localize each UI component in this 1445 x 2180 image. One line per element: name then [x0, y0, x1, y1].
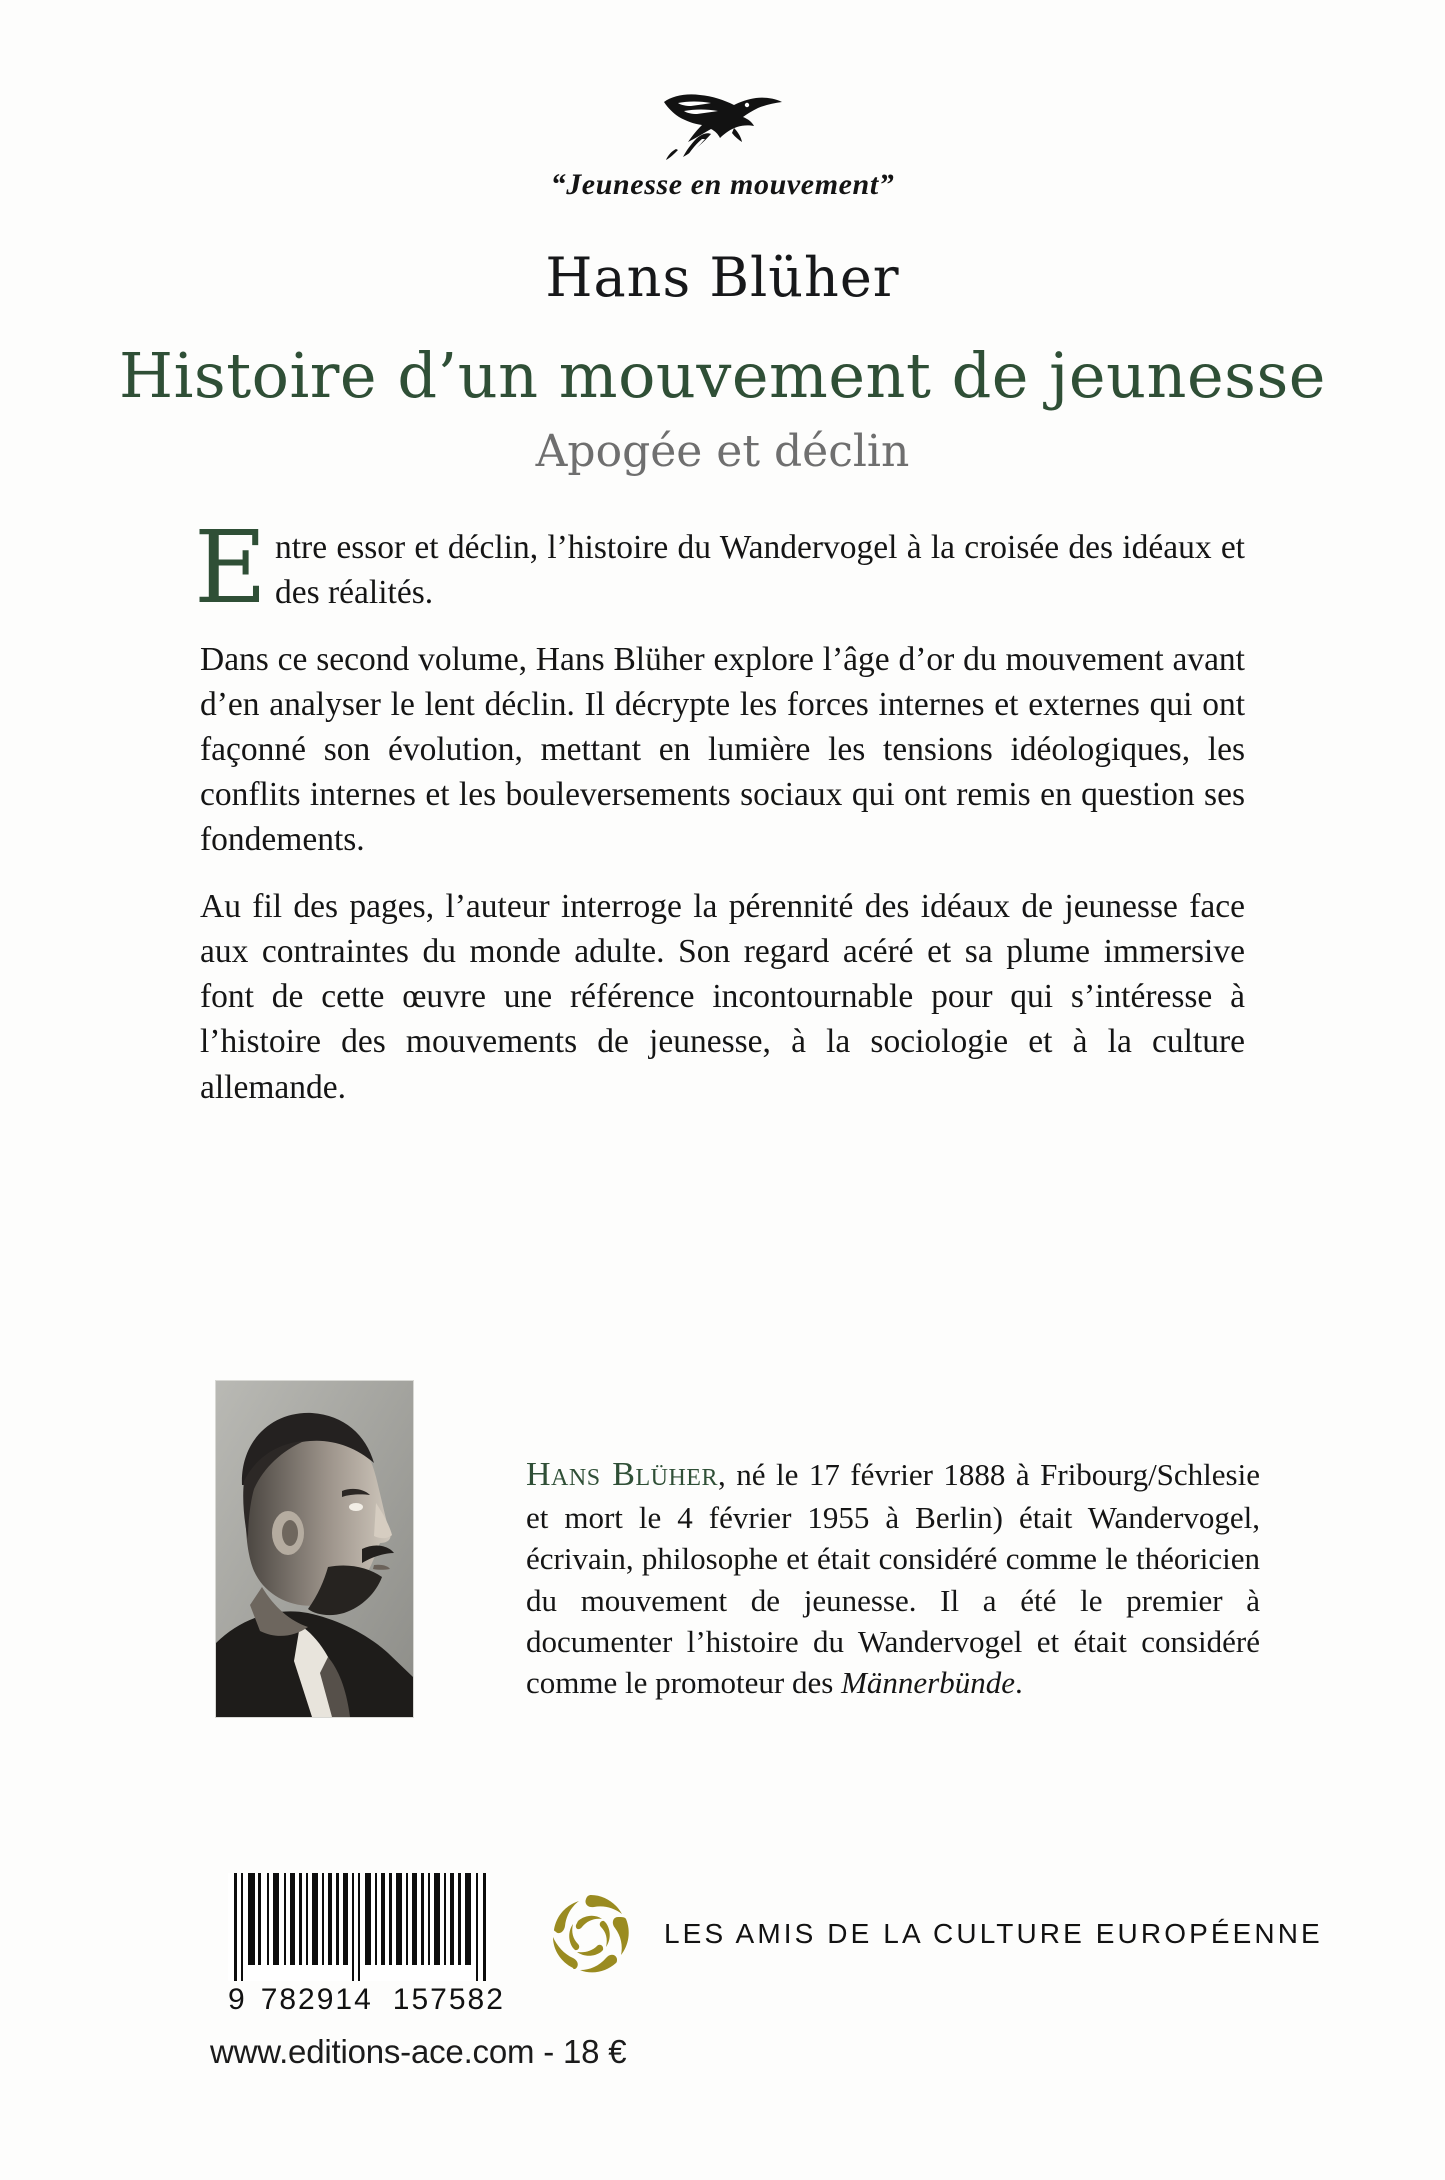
isbn-barcode-block	[228, 1873, 505, 2017]
isbn-group-1: 782914	[260, 1983, 373, 2016]
author-bio-text-after: .	[1014, 1665, 1023, 1701]
isbn-group-2: 157582	[392, 1983, 505, 2016]
imprint-tagline: “Jeunesse en mouvement”	[550, 168, 895, 201]
blurb-paragraph-2: Dans ce second volume, Hans Blüher explore l’âge d’or du mouvement avant d’en analyser le lent déclin. Il décrypte les forces internes et externes qui ont façonné son évolution, mettant en lumière les tensions idéologiques, les conflits internes et les bouleversements sociaux qui ont remis en question ses fondements.	[200, 641, 1245, 859]
website-and-price[interactable]: www.editions-ace.com - 18 €	[210, 2033, 627, 2070]
flying-bird-icon	[648, 72, 798, 164]
swirl-ring-icon	[548, 1891, 634, 1977]
book-subtitle: Apogée et déclin	[535, 426, 910, 477]
drop-cap: E	[194, 509, 267, 626]
imprint-masthead	[0, 0, 1445, 202]
isbn-lead-digit: 9	[228, 1983, 247, 2016]
author-portrait-photo	[216, 1381, 413, 1717]
author-bio-name: Hans Blüher	[526, 1456, 718, 1493]
publisher-block	[548, 1891, 1323, 1977]
isbn-digits	[228, 1983, 505, 2017]
blurb-section	[194, 509, 1245, 1110]
book-title: Histoire d’un mouvement de jeunesse	[119, 339, 1326, 412]
author-bio-block	[215, 1380, 1260, 1718]
isbn-barcode	[228, 1873, 490, 1981]
author-bio-paragraph	[526, 1452, 1260, 1703]
author-bio-text	[526, 1380, 1260, 1703]
author-portrait	[215, 1380, 414, 1718]
author-bio-text-before: , né le 17 février 1888 à Fribourg/Schlesie et mort le 4 février 1955 à Berlin) était Wandervogel, écrivain, philosophe et était considéré comme le théoricien du mouvement de jeunesse. Il a été le premier à documenter l’histoire du Wandervogel et était considéré comme le promoteur des	[526, 1457, 1260, 1701]
publisher-name: LES AMIS DE LA CULTURE EUROPÉENNE	[664, 1918, 1323, 1949]
cover-footer	[0, 1855, 1445, 2105]
blurb-paragraph-1-text: ntre essor et déclin, l’histoire du Wandervogel à la croisée des idéaux et des réalités.	[275, 529, 1245, 612]
blurb-paragraph-3: Au fil des pages, l’auteur interroge la pérennité des idéaux de jeunesse face aux contraintes du monde adulte. Son regard acéré et sa plume immersive font de cette œuvre une référence incontournable pour qui s’intéresse à l’histoire des mouvements de jeunesse, à la sociologie et à la culture allemande.	[200, 888, 1245, 1106]
author-name: Hans Blüher	[545, 246, 900, 309]
blurb-paragraph-1	[194, 509, 1245, 626]
author-bio-term: Männerbünde	[841, 1665, 1015, 1701]
